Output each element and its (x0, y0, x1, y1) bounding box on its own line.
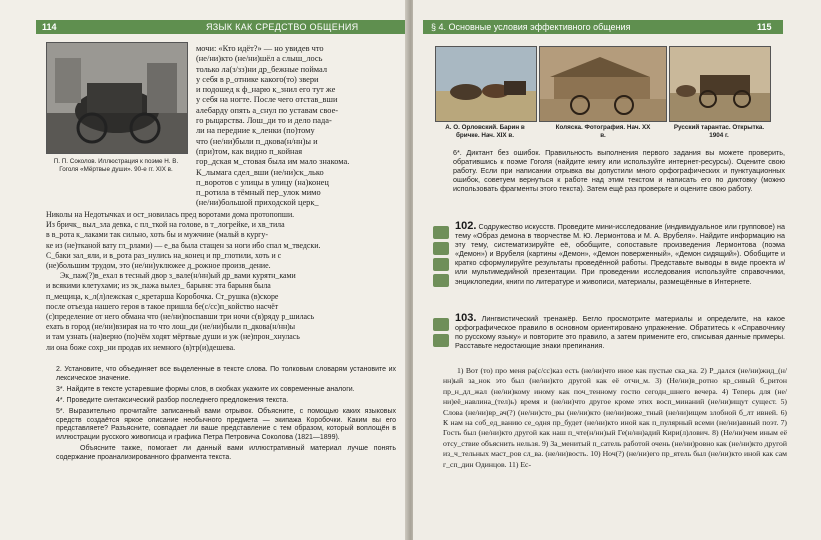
text-line: (не/ни)большой приходской церк_ (196, 198, 319, 208)
text-line: и подошед к ф_нарю к_знил его тут же (196, 85, 336, 95)
text-line: гор_дская м_стовая была им мало знакома. (196, 157, 350, 167)
book-icon (433, 242, 449, 255)
kolyaska-photo (539, 46, 667, 122)
page-number-left: 114 (42, 22, 57, 32)
text-line: п_воротов с улицы в улицу (на)конец (196, 177, 329, 187)
text-line: го рыцарства. Лош_ди то и дело пада- (196, 116, 332, 126)
task-5: 5*. Выразительно прочитайте записанный вами отрывок. Объясните, с помощью каких языковых средств создаётся яркое описание необычного предмета — экипажа Коробочки. Каким вы его представляете? Разъясните, совпадает ли ваше представление с тем образом, который воплощён в иллюстрации русского живописца и графика Петра Петровича Соколова (1821—1899). (56, 407, 396, 442)
task-6: 6*. Диктант без ошибок. Правильность выполнения первого задания вы можете проверить, обратившись к поэме Гоголя (найдите книгу или используйте интернет-ресурсы). Оцените свою работу. Если при написании отрывка вы допустили много орфографических и пунктуационных ошибок, советуем вернуться к работе над этим текстом и написать его по диктовку (можно использовать фрагменты этого текста). Затем ещё раз проверьте и оцените свою работу. (453, 148, 785, 194)
tarantas-postcard (669, 46, 771, 122)
text-line: и там узнать (на)верно (по)чём ходят мёртвые души и уж (не)прон_хнулась (46, 332, 300, 342)
text-column-right-of-image (196, 44, 396, 209)
left-page-header (36, 20, 408, 34)
caption-tarantas: Русский тарантас. Открытка. 1904 г. (673, 124, 765, 139)
people-icon (433, 274, 449, 287)
text-line: Николы на Недотычках и ост_новилась пред воротами дома протопопши. (46, 210, 295, 219)
text-line: только ла(з/зз)ни др_бежные поймал (196, 64, 328, 74)
text-line: (не)большим трудом, это (не/ни)уклюжее д_рожное произв_дение. (46, 261, 271, 271)
task-5-continued: Объясните также, помогает ли данный вами иллюстративный материал лучше понять содержание проанализированного фрагмента текста. (56, 445, 396, 462)
right-page-header (423, 20, 783, 34)
text-line: Из бричк_ выл_зла девка, с пл_ткой на голове, в т_логрейке, и хв_тила (46, 220, 285, 230)
left-header-title: ЯЗЫК КАК СРЕДСТВО ОБЩЕНИЯ (206, 22, 359, 32)
text-line: у себя в р_отнике какого(то) звери (196, 74, 319, 84)
exercise-102 (455, 222, 785, 286)
text-line: С_баки зал_яли, и в_рота раз_нулись на_конец и пр_глотили, хоть и с (46, 250, 282, 260)
text-column-full (46, 210, 396, 353)
exercise-103-text: Лингвистический тренажёр. Бегло просмотрите материалы и определите, на какое орфографическое правило в основном ориентировано упражнение. Обратитесь к «Справочнику по русскому языку» и повторите это правило, а затем примените его, списывая данные примеры. Расставьте недостающие знаки препинания. (455, 314, 785, 351)
text-line: в в_рота к_лаками так сильно, хоть бы и мужчине (мальй в кургу- (46, 230, 268, 240)
sokolov-illustration (46, 42, 188, 154)
text-line: (с)пределение от него обмана что (не/ни)поспавши три ночи с(в)ряду р_шилась (46, 312, 315, 322)
left-page (0, 0, 408, 540)
exercise-103-body: 1) Вот (то) про меня ра(с/сс)каз есть (не/ни)что иное как пустые ска_ка. 2) Р_дался (не/ни)жид_(н/нн)ый за_нок это был (не/ни)кто другой как её отчи_м. 3) (Не/ни)в_ротно кр_сивый б_ритон пр_н_дл_жал (не/ни)кому иному как поч_тенному гостю сегодн_шнего вечера. 4) Теперь для (не/ни)её_навлина_(тел)ь) время и (не/ни)что другое кроме этих восп_минаний (не/ни)ищут сущест. 5) Слова (не/ни)вр_ач(?) (не/ни)сто_ры (не/ни)кто (не/ни)воже_тный (не/ни)ищем злобной б_лт ивней. 6) К нам на соб_ед_ванию се_одня пр_будет (не/ни)кто иной как п_пулярный всеми (не/ни)авный поэт. 7) Гость был (не/ни)кто другой как наш п_чте(н/нн)ый Ге(н/нн)адий Кири(л)лович. 8) (Не/ни)чем иным её отсу_ствие объяснить нельзя. 9) За_менитый п_сатель работой очень (не/ни)ровно как (не/ни)кто другой из_ч_тельных маст_ров сл_ва. (не/ни)вость. 10) Ноч(?) (не/ни)его пр_ятель был (не/ни)кто иной как сам г_сп_дин Одинцов. 11) Ес- (443, 366, 787, 469)
caption-kolyaska: Коляска. Фотография. Нач. XX в. (555, 124, 651, 139)
text-line: ехать в город (не/ни)взирая на то что лош_ди (не/ни)были п_дкова(н/нн)ы (46, 322, 296, 332)
text-line: у себя на ногте. После чего отстав_вши (196, 95, 338, 105)
caption-orlovsky: А. О. Орловский. Барин в бричке. Нач. XIX в. (445, 124, 525, 139)
task-3: 3*. Найдите в тексте устаревшие формы слов, в скобках укажите их современные аналоги. (56, 385, 355, 393)
right-page (413, 0, 821, 540)
text-line: Эк_паж(?)в_ехал в тесный двор з_вале(н/нн)ый др_вами курятн_ками (60, 271, 296, 281)
exercise-102-number: 102. (455, 220, 477, 232)
text-line: К_лымага сдел_вши (не/ни)ск_лько (196, 167, 324, 177)
exercise-103 (455, 314, 785, 350)
task-2: 2. Установите, что объединяет все выделенные в тексте слова. По толковым словарям установите их лексическое значение. (56, 366, 396, 382)
illustration-caption: П. П. Соколов. Иллюстрация к поэме Н. В. Гоголя «Мёртвые души». 90-е гг. XIX в. (53, 158, 179, 173)
text-line: ке из (не)тканой вату гл_рлами) — е_ва была стащен за ноги ибо спал м_тведски. (46, 240, 321, 250)
right-header-title: § 4. Основные условия эффективного общения (431, 22, 631, 32)
text-line: ли она боже сохр_ни продав их немного (в)тр(и)дешева. (46, 342, 236, 352)
tasks-block (56, 366, 396, 465)
text-line: п_мещица, к_л(л)лежская с_кретарша Коробочка. Ст_рушка (в)скоре (46, 291, 279, 301)
text-line: после отъезда нашего героя в такое пришла бе(с/сс)п_койство насчёт (46, 301, 279, 311)
exercise-103-number: 103. (455, 312, 477, 324)
text-line: ли на передние к_ленки (по)тому (196, 126, 315, 136)
text-line: п_ротила в тёмный пер_улок мимо (196, 188, 321, 198)
exercise-102-text: Содружество искусств. Проведите мини-исследование (индивидуальное или групповое) на тему «Образ демона в творчестве М. Ю. Лермонтова и М. А. Врубеля». Найдите информацию на эту тему, систематизируйте её, обобщите, сопоставьте произведения Лермонтова (поэма «Демон») и Врубеля (картины «Демон», «Демон поверженный», «Демон сидящий»). Обобщите и кратко сформулируйте результаты проведённой работы. Представьте выводы в виде проекта и/или мультимедийной презентации. При проведении исследования используйте справочники, энциклопедии, книги по литературе и живописи, материалы, размещённые в Интернете. (455, 222, 786, 286)
pencil-icon (433, 226, 449, 239)
computer-icon (433, 258, 449, 271)
page-number-right: 115 (757, 22, 772, 32)
text-line: алебарду опять а_снул по уставам свое- (196, 105, 339, 115)
text-line: и всякими клетухами; из эк_пажа вылез_ барыня: эта барыня была (46, 281, 271, 291)
text-line: (при)том, как видно п_койная (196, 146, 303, 156)
book-icon (433, 334, 449, 347)
text-line: мочи: «Кто идёт?» — но увидев что (196, 44, 324, 53)
text-line: что (не/ни)были п_дкова(н/нн)ы и (196, 136, 318, 146)
orlovsky-painting (435, 46, 537, 122)
task-4: 4*. Проведите синтаксический разбор последнего предложения текста. (56, 396, 289, 404)
text-line: (не/ни)кто (не/ни)шёл а слыш_лось (196, 54, 323, 64)
pencil-icon (433, 318, 449, 331)
